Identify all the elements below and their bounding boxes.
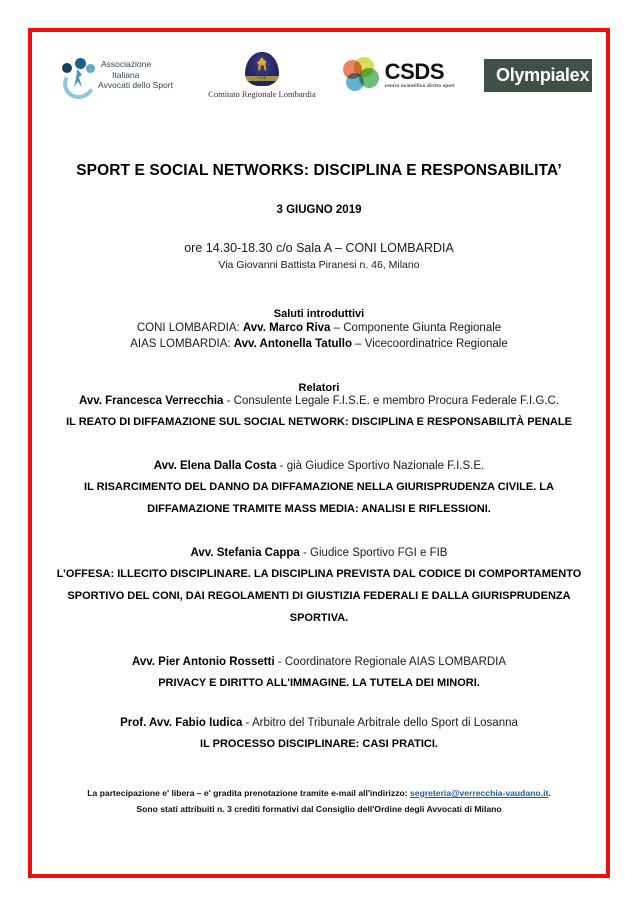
greeting-line	[46, 320, 592, 336]
greeting-role: – Componente Giunta Regionale	[330, 322, 502, 334]
speakers-heading: Relatori	[298, 382, 340, 394]
speaker-name: Prof. Avv. Fabio Iudica	[120, 717, 243, 729]
aias-logo-line-3: Avvocati dello Sport	[98, 80, 173, 91]
speaker-topic: PRIVACY E DIRITTO ALL'IMMAGINE. LA TUTELA DEI MINORI.	[158, 677, 480, 689]
speaker-name: Avv. Pier Antonio Rossetti	[131, 656, 275, 668]
page-title: SPORT E SOCIAL NETWORKS: DISCIPLINA E RESPONSABILITA’	[76, 162, 562, 179]
speaker-name-role	[46, 394, 592, 409]
footer-line-1	[46, 785, 592, 801]
aias-logo-line-2: Italiana	[112, 69, 140, 80]
footer-line-2: Sono stati attribuiti n. 3 crediti formativi dal Consiglio dell'Ordine degli Avvocati di Milano	[136, 804, 502, 814]
fise-comitato-regionale-lombardia-logo	[203, 52, 320, 99]
speaker-role: - Arbitro del Tribunale Arbitrale dello Sport di Losanna	[242, 717, 518, 729]
greeting-org: AIAS LOMBARDIA:	[130, 338, 234, 350]
aias-logo-line-1: Associazione	[101, 59, 152, 70]
event-address: Via Giovanni Battista Piranesi n. 46, Milano	[218, 259, 420, 271]
speaker-name: Avv. Francesca Verrecchia	[78, 395, 224, 407]
csds-circles-icon	[343, 57, 381, 93]
speaker-topic: IL REATO DI DIFFAMAZIONE SUL SOCIAL NETWORK: DISCIPLINA E RESPONSABILITÀ PENALE	[66, 416, 572, 428]
speaker-role: - Giudice Sportivo FGI e FIB	[299, 547, 448, 559]
registration-email-link[interactable]: segreteria@verrecchia-vaudano.it	[410, 788, 549, 798]
speaker-topic: IL PROCESSO DISCIPLINARE: CASI PRATICI.	[200, 738, 438, 750]
logo-strip	[46, 32, 592, 118]
greeting-org: CONI LOMBARDIA:	[136, 322, 243, 334]
speaker-block	[46, 716, 592, 755]
speaker-block	[46, 459, 592, 520]
comitato-caption: Comitato Regionale Lombardia	[208, 88, 316, 99]
csds-logo	[343, 57, 462, 93]
aias-logo-text	[98, 59, 173, 91]
footer-text-before-email: La partecipazione e' libera – e' gradita prenotazione tramite e-mail all'indirizzo:	[87, 788, 411, 798]
speaker-topic: L’OFFESA: ILLECITO DISCIPLINARE. LA DISCIPLINA PREVISTA DAL CODICE DI COMPORTAMENTO SPORTIVO DEL CONI, DAI REGOLAMENTI DI GIUSTIZIA FEDERALI E DALLA GIURISPRUDENZA SPORTIVA.	[56, 568, 582, 624]
greetings-heading: Saluti introduttivi	[273, 308, 365, 320]
greeting-person: Avv. Marco Riva	[242, 322, 331, 334]
csds-wordmark: CSDS	[384, 59, 445, 84]
aias-emblem-icon	[62, 58, 96, 92]
greeting-person: Avv. Antonella Tatullo	[233, 338, 352, 350]
speaker-block	[46, 546, 592, 629]
fise-shield-icon	[245, 52, 279, 86]
speaker-name-role	[46, 459, 592, 474]
greeting-line	[46, 336, 592, 352]
speaker-role: - Consulente Legale F.I.S.E. e membro Procura Federale F.I.G.C.	[223, 395, 560, 407]
csds-tagline: centro scientifico diritto sport	[384, 83, 455, 88]
speaker-name-role	[46, 716, 592, 731]
event-venue-block	[46, 240, 592, 274]
speaker-role: - già Giudice Sportivo Nazionale F.I.S.E.	[276, 460, 485, 472]
speaker-name: Avv. Elena Dalla Costa	[153, 460, 277, 472]
olympialex-logo	[484, 59, 592, 92]
speaker-block	[46, 655, 592, 694]
speaker-name-role	[46, 546, 592, 561]
speaker-topic: IL RISARCIMENTO DEL DANNO DA DIFFAMAZIONE NELLA GIURISPRUDENZA CIVILE. LA DIFFAMAZIONE TRAMITE MASS MEDIA: ANALISI E RIFLESSIONI.	[84, 481, 554, 515]
speaker-role: - Coordinatore Regionale AIAS LOMBARDIA	[274, 656, 507, 668]
speaker-block	[46, 394, 592, 433]
footer-note	[46, 785, 592, 817]
speaker-name: Avv. Stefania Cappa	[190, 547, 300, 559]
greeting-role: – Vicecoordinatrice Regionale	[351, 338, 508, 350]
flyer-content	[32, 32, 606, 874]
olympialex-wordmark: Olympialex	[496, 64, 590, 85]
footer-text-after-email: .	[548, 788, 551, 798]
fise-emblem-text: FISE	[245, 76, 279, 81]
event-date: 3 GIUGNO 2019	[276, 204, 362, 216]
speaker-name-role	[46, 655, 592, 670]
event-time-venue: ore 14.30-18.30 c/o Sala A – CONI LOMBARDIA	[184, 241, 454, 255]
associazione-italiana-avvocati-dello-sport-logo	[62, 58, 181, 92]
